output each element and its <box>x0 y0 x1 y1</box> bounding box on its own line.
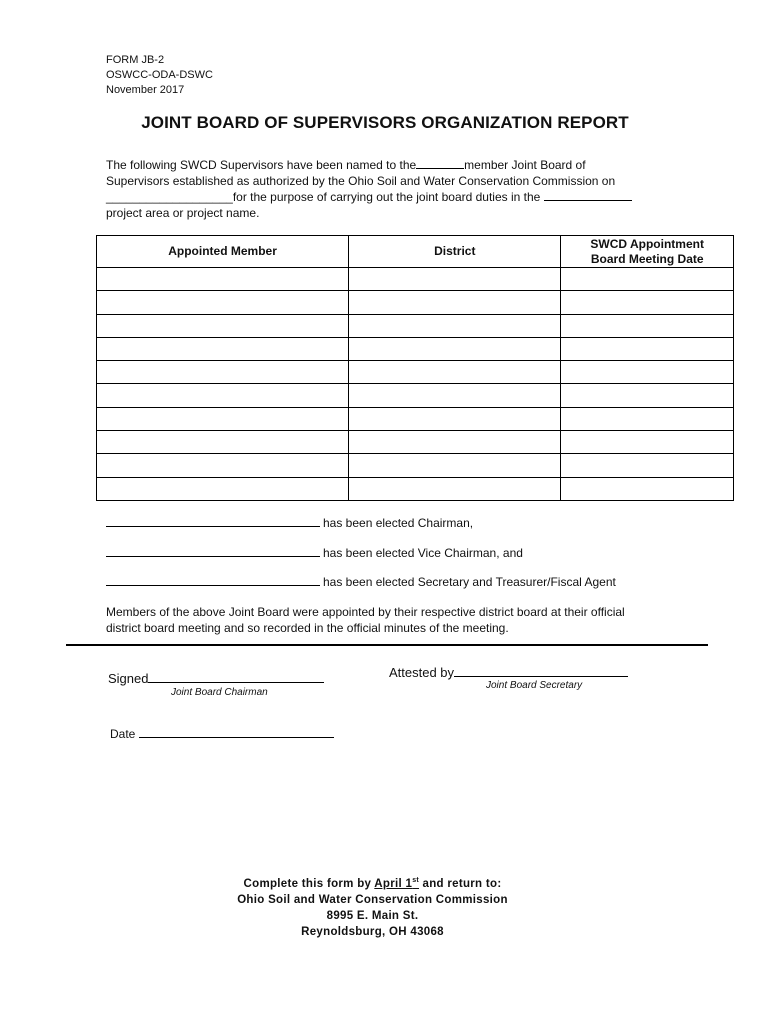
table-row <box>97 361 734 384</box>
vice-chairman-line <box>106 546 523 560</box>
member-count-blank[interactable] <box>416 157 464 169</box>
commission-date-blank[interactable]: ___________________ <box>106 190 233 204</box>
table-row <box>97 454 734 477</box>
chairman-name-blank[interactable] <box>106 516 320 527</box>
secretary-line <box>106 575 616 589</box>
appointment-date-cell[interactable] <box>561 384 734 407</box>
appointed-members-table <box>96 235 734 501</box>
appointment-date-cell[interactable] <box>561 361 734 384</box>
member-cell[interactable] <box>97 361 349 384</box>
table-row <box>97 268 734 291</box>
table-row <box>97 291 734 314</box>
form-date: November 2017 <box>106 84 185 96</box>
header-appointed-member: Appointed Member <box>97 236 349 268</box>
appointment-date-cell[interactable] <box>561 454 734 477</box>
return-instructions <box>0 873 745 940</box>
member-cell[interactable] <box>97 407 349 430</box>
agency-code: OSWCC-ODA-DSWC <box>106 69 213 81</box>
chairman-caption: Joint Board Chairman <box>171 687 268 698</box>
member-cell[interactable] <box>97 337 349 360</box>
appointment-note <box>106 604 666 636</box>
footer-org: Ohio Soil and Water Conservation Commission <box>237 893 508 906</box>
member-cell[interactable] <box>97 431 349 454</box>
intro-paragraph <box>106 157 666 221</box>
member-cell[interactable] <box>97 384 349 407</box>
deadline-suffix: st <box>412 877 420 884</box>
table-row <box>97 431 734 454</box>
header-district: District <box>349 236 561 268</box>
district-cell[interactable] <box>349 384 561 407</box>
deadline-date <box>374 878 419 890</box>
member-cell[interactable] <box>97 291 349 314</box>
intro-text-1b: member Joint Board of <box>464 158 586 172</box>
district-cell[interactable] <box>349 361 561 384</box>
appointment-date-cell[interactable] <box>561 407 734 430</box>
appointment-date-cell[interactable] <box>561 314 734 337</box>
form-header <box>106 53 213 98</box>
footer-line-1 <box>0 873 745 892</box>
member-cell[interactable] <box>97 268 349 291</box>
district-cell[interactable] <box>349 314 561 337</box>
district-cell[interactable] <box>349 477 561 500</box>
table-row <box>97 314 734 337</box>
district-cell[interactable] <box>349 268 561 291</box>
appointment-date-cell[interactable] <box>561 291 734 314</box>
district-cell[interactable] <box>349 454 561 477</box>
district-cell[interactable] <box>349 291 561 314</box>
chairman-line <box>106 516 473 530</box>
member-cell[interactable] <box>97 314 349 337</box>
secretary-name-blank[interactable] <box>106 575 320 586</box>
district-cell[interactable] <box>349 407 561 430</box>
member-cell[interactable] <box>97 477 349 500</box>
page-title: JOINT BOARD OF SUPERVISORS ORGANIZATION REPORT <box>141 113 629 132</box>
signed-label: Signed <box>108 671 149 686</box>
member-cell[interactable] <box>97 454 349 477</box>
table-row <box>97 384 734 407</box>
intro-text-3b: for the purpose of carrying out the joint board duties in the <box>232 190 541 204</box>
table-row <box>97 477 734 500</box>
table-row <box>97 337 734 360</box>
date-field <box>110 727 334 741</box>
section-divider <box>66 644 708 646</box>
appointment-date-cell[interactable] <box>561 337 734 360</box>
date-line[interactable] <box>139 727 334 738</box>
secretary-caption: Joint Board Secretary <box>486 680 583 691</box>
header-appointment-date-line2: Board Meeting Date <box>590 251 704 266</box>
note-line-1: Members of the above Joint Board were appointed by their respective district board at their official <box>106 605 625 619</box>
chairman-signature-line[interactable] <box>148 670 324 683</box>
table-header-row <box>97 236 734 268</box>
date-label: Date <box>110 727 136 741</box>
secretary-signature-line[interactable] <box>454 664 628 677</box>
intro-text-2: Supervisors established as authorized by the Ohio Soil and Water Conservation Commission on <box>106 173 616 188</box>
intro-text-4: project area or project name. <box>106 205 260 220</box>
district-cell[interactable] <box>349 337 561 360</box>
appointment-date-cell[interactable] <box>561 477 734 500</box>
footer-text-1a: Complete this form by <box>243 877 375 890</box>
table-row <box>97 407 734 430</box>
attested-field <box>389 664 628 680</box>
header-appointment-date-line1: SWCD Appointment <box>590 236 704 251</box>
appointment-date-cell[interactable] <box>561 431 734 454</box>
district-cell[interactable] <box>349 431 561 454</box>
footer-street: 8995 E. Main St. <box>326 909 419 922</box>
intro-text-1a: The following SWCD Supervisors have been named to the <box>106 158 417 172</box>
vice-chairman-text: has been elected Vice Chairman, and <box>323 546 523 560</box>
header-appointment-date <box>561 236 734 268</box>
footer-city: Reynoldsburg, OH 43068 <box>301 925 444 938</box>
form-id: FORM JB-2 <box>106 54 165 66</box>
attested-label: Attested by <box>389 665 455 680</box>
vice-chairman-name-blank[interactable] <box>106 546 320 557</box>
note-line-2: district board meeting and so recorded in the official minutes of the meeting. <box>106 621 509 635</box>
appointment-date-cell[interactable] <box>561 268 734 291</box>
deadline-day: April 1 <box>374 877 413 890</box>
chairman-text: has been elected Chairman, <box>323 516 474 530</box>
signed-field <box>108 670 324 686</box>
secretary-text: has been elected Secretary and Treasurer/Fiscal Agent <box>323 575 616 589</box>
project-area-blank[interactable] <box>544 189 632 201</box>
footer-text-1b: and return to: <box>419 877 502 890</box>
